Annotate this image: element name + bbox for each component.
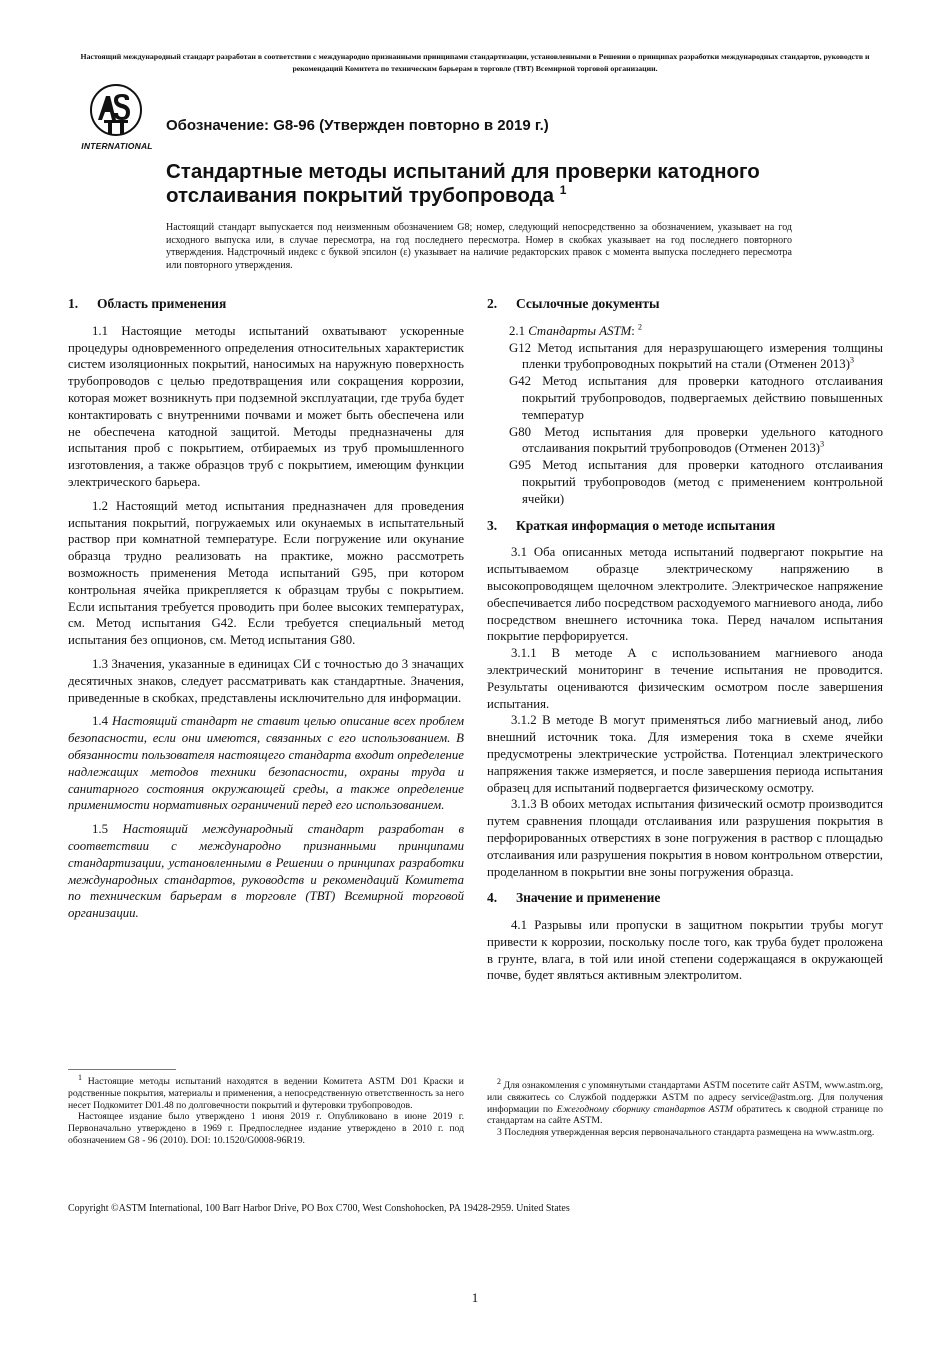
section-4-heading: 4. Значение и применение [487, 890, 661, 906]
ref-g95: G95 Метод испытания для проверки катодного отслаивания покрытий трубопроводов (метод с применением контрольной ячейки) [509, 458, 883, 506]
logo-text: INTERNATIONAL [81, 141, 153, 151]
right-column [487, 296, 883, 984]
paragraph-1-5: 1.5 Настоящий международный стандарт разработан в соответствии с международно признанными принципами стандартизации, установленными в Решении о принципах разработки международных стандартов, руководств и рекомендаций Комитета по техническим барьерам в торговле (ТВТ) Всемирной торговой организации. [68, 822, 464, 921]
footnote-1: $^1$ Настоящие методы испытаний находятся в ведении Комитета ASTM D01 Краски и родственные покрытия, материалы и применения, а непосредственную ответственность за него несет Подкомитет D01.48 по долговечности покрытий и футеровки трубопроводов. [68, 1072, 464, 1111]
title-text: Стандартные методы испытаний для проверки катодного отслаивания покрытий трубопровода [166, 160, 760, 207]
paragraph-3-1-2: 3.1.2 В методе В могут применяться либо магниевый анод, либо внешний источник тока. Для измерения тока в схеме ячейки предусмотрены электрические устройства. Потенциал электрического напряжения также измеряется, и после завершения периода испытания образец для испытаний подвергается физическому осмотру. [487, 713, 883, 795]
page-number: 1 [471, 1290, 479, 1305]
paragraph-1-1: 1.1 Настоящие методы испытаний охватывают ускоренные процедуры одновременного определения относительных характеристик систем изоляционных покрытий, наносимых на наружную поверхность трубопроводов с целью предотвращения или сокращения коррозии, которая может возникнуть при подземной эксплуатации, где труба будет контактировать с внутренними почвами и может быть обеспечена или не обеспечена катодной защитой. Методы предназначены для испытания проб с покрытием, отбираемых из труб промышленного изготовления, а также образцов труб с покрытием, имеющим функции электрического барьера. [68, 323, 464, 489]
left-footnotes [68, 1069, 464, 1147]
left-column [68, 296, 464, 922]
page-title [166, 160, 786, 208]
header-notice: Настоящий международный стандарт разработан в соответствии с международно признанными принципами стандартизации, установленными в Решении о принципах разработки международных стандартов, руководств и рекомендаций Комитета по техническим барьерам в торговле (ТВТ) Всемирной торговой организации. [80, 52, 870, 73]
paragraph-1-3: 1.3 Значения, указанные в единицах СИ с точностью до 3 значащих десятичных знаков, следует рассматривать как стандартные. Значения, приведенные в скобках, представлены исключительно для информации. [68, 656, 464, 705]
ref-g12: G12 Метод испытания для неразрушающего измерения толщины пленки трубопроводных покрытий на стали (Отменен 2013)$^3$ [509, 340, 883, 372]
paragraph-4-1: 4.1 Разрывы или пропуски в защитном покрытии трубы могут привести к коррозии, поскольку после того, как труба будет проложена в грунте, влага, в той или иной степени содержащаяся в окружающей почве, будет являться активным электролитом. [487, 918, 883, 983]
paragraph-1-2: 1.2 Настоящий метод испытания предназначен для проведения испытания покрытий, погружаемых или окунаемых в испытательный раствор при комнатной температуре. Если погружение или окунание образца трудно реализовать на практике, можно рассмотреть возможность применения Метода испытаний G95, при котором контрольная ячейка прикрепляется к образцам трубы с покрытием. Если испытания требуется проводить при более высоких температурах, см. Метод испытания G42. Если требуется специальный метод испытания без опционов, см. Метод испытания G80. [68, 498, 464, 648]
footnote-3: 3 Последняя утвержденная версия первоначального стандарта размещена на www.astm.org. [497, 1127, 875, 1139]
copyright: Copyright ©ASTM International, 100 Barr Harbor Drive, PO Box C700, West Conshohocken, PA 19428-2959. United States [68, 1203, 570, 1214]
paragraph-1-4: 1.4 Настоящий стандарт не ставит целью описание всех проблем безопасности, если они имеются, связанных с его использованием. В обязанности пользователя настоящего стандарта входит определение надлежащих методов техники безопасности, охраны труда и санитарного состояния окружающей среды, а также определение применимости нормативных ограничений перед его использованием. [68, 714, 464, 813]
footnote-rule [68, 1069, 176, 1070]
paragraph-3-1: 3.1 Оба описанных метода испытаний подвергают покрытие на испытываемом образце электрическому напряжению в высокопроводящем щелочном электролите. Электрическое напряжение обеспечивается либо посредством расходуемого магниевого анода, либо посредством внешнего источника тока. Перед началом испытания покрытие перфорируется. [487, 545, 883, 644]
designation: Обозначение: G8-96 (Утвержден повторно в 2019 г.) [166, 117, 549, 134]
subsection-2-1: 2.1 Стандарты ASTM: $^2$ [509, 322, 643, 338]
ref-g42: G42 Метод испытания для проверки катодного отслаивания покрытий трубопроводов, подвергаемых действию повышенных температур [509, 374, 883, 422]
paragraph-3-1-3: 3.1.3 В обоих методах испытания физический осмотр производится путем сравнения площади отслаивания или разрушения покрытия в перфорированных отверстиях в зоне погружения в раствор с площадью отслаивания или разрушения покрытия в новом контрольном отверстии, проделанном в покрытии вне зоны погружения образца. [487, 797, 883, 879]
section-1-heading: 1. Область применения [68, 296, 227, 311]
preface: Настоящий стандарт выпускается под неизменным обозначением G8; номер, следующий непосредственно за обозначением, указывает на год исходного выпуска или, в случае пересмотра, на год последнего пересмотра. Номер в скобках указывает на год последнего повторного утверждения. Надстрочный индекс с буквой эпсилон (ε) указывает на наличие редакторских правок с момента выпуска последнего пересмотра или повторного утверждения. [166, 222, 792, 271]
astm-logo [76, 82, 158, 152]
ref-g80: G80 Метод испытания для проверки удельного катодного отслаивания покрытий трубопроводов (Отменен 2013)$^3$ [509, 424, 883, 456]
footnote-1-edition: Настоящее издание было утверждено 1 июня 2019 г. Опубликовано в июне 2019 г. Первоначально утверждено в 1969 г. Предпоследнее издание утверждено в 2010 г. под обозначением G8 - 96 (2010). DOI: 10.1520/G0008-96R19. [68, 1111, 464, 1146]
title-footnote-ref: 1 [559, 183, 567, 198]
footnote-2: $^2$ Для ознакомления с упомянутыми стандартами ASTM посетите сайт ASTM, www.astm.org, или свяжитесь со Службой поддержки ASTM по адресу service@astm.org. Для получения информации по Ежегодному сборнику стандартов ASTM обратитесь к сводной странице по стандартам на сайте ASTM. [487, 1076, 884, 1127]
paragraph-3-1-1: 3.1.1 В методе А с использованием магниевого анода электрический мониторинг в течение испытания не проводится. Результаты оцениваются физическим осмотром после завершения испытания. [487, 646, 883, 711]
section-2-heading: 2. Ссылочные документы [487, 296, 660, 311]
right-footnotes [487, 1076, 884, 1139]
section-3-heading: 3. Краткая информация о методе испытания [487, 517, 776, 533]
